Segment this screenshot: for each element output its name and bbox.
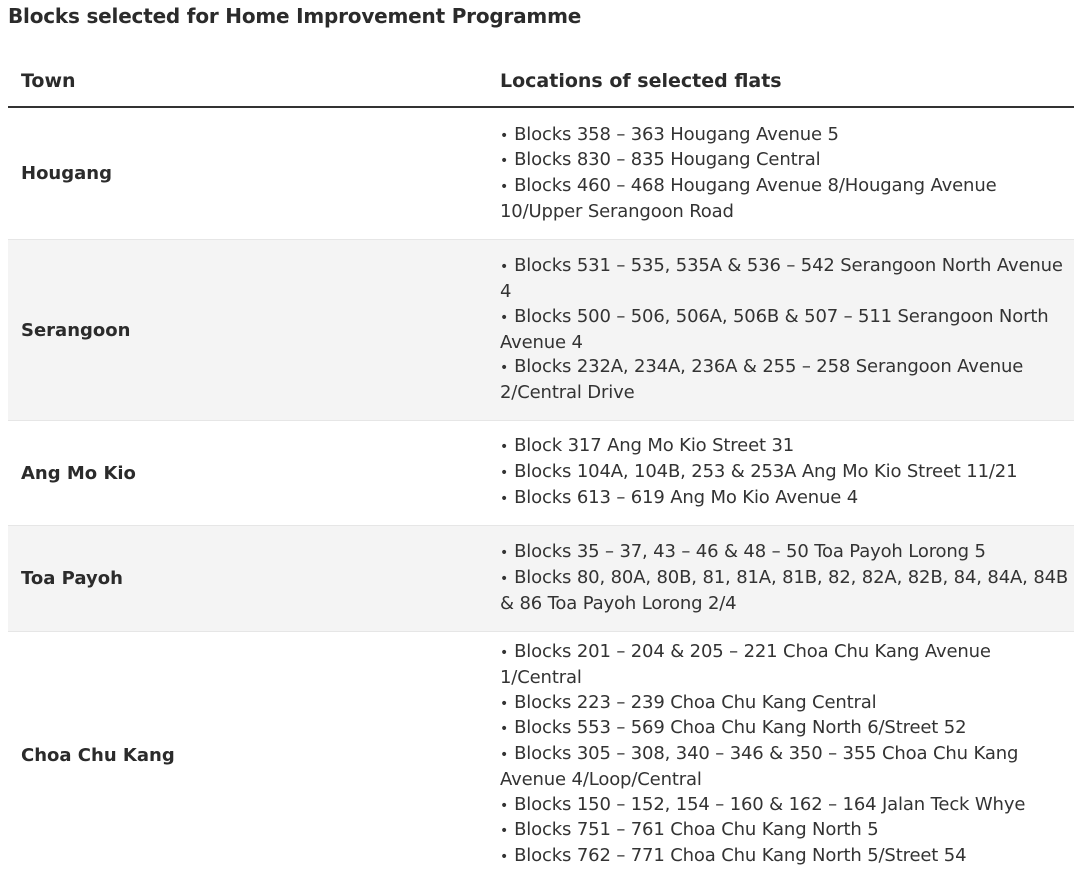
bullet-icon: •: [500, 695, 509, 712]
bullet-icon: •: [500, 360, 509, 377]
list-item: • Blocks 201 – 204 & 205 – 221 Choa Chu Kang Avenue 1/Central: [500, 641, 991, 689]
location-list: [500, 640, 1074, 869]
list-item: • Block 317 Ang Mo Kio Street 31: [500, 435, 795, 457]
list-item: • Blocks 358 – 363 Hougang Avenue 5: [500, 123, 839, 145]
bullet-icon: •: [500, 153, 509, 170]
page-title: Blocks selected for Home Improvement Programme: [8, 4, 582, 28]
bullet-icon: •: [500, 179, 509, 195]
bullet-icon: •: [500, 127, 509, 144]
bullet-icon: •: [500, 439, 509, 456]
list-item: • Blocks 35 – 37, 43 – 46 & 48 – 50 Toa Payoh Lorong 5: [500, 541, 986, 563]
locations-cell: [500, 123, 1074, 225]
town-cell: Hougang: [21, 163, 112, 184]
bullet-icon: •: [500, 823, 509, 840]
list-item: • Blocks 460 – 468 Hougang Avenue 8/Hougang Avenue 10/Upper Serangoon Road: [500, 175, 997, 222]
bullet-icon: •: [500, 645, 509, 662]
bullet-icon: •: [500, 721, 509, 738]
bullet-icon: •: [500, 797, 509, 814]
locations-cell: [500, 254, 1074, 405]
list-item: • Blocks 80, 80A, 80B, 81, 81A, 81B, 82, 82A, 82B, 84, 84A, 84B & 86 Toa Payoh Lorong 2/4: [500, 567, 1069, 614]
list-item: • Blocks 150 – 152, 154 – 160 & 162 – 164 Jalan Teck Whye: [500, 793, 1026, 815]
location-list: [500, 434, 1074, 511]
list-item: • Blocks 762 – 771 Choa Chu Kang North 5/Street 54: [500, 844, 967, 866]
town-cell: Toa Payoh: [21, 568, 123, 589]
list-item: • Blocks 223 – 239 Choa Chu Kang Central: [500, 691, 877, 713]
bullet-icon: •: [500, 747, 509, 764]
table-row: [8, 108, 1074, 240]
bullet-icon: •: [500, 848, 509, 865]
list-item: • Blocks 232A, 234A, 236A & 255 – 258 Serangoon Avenue 2/Central Drive: [500, 356, 1024, 403]
bullet-icon: •: [500, 490, 509, 507]
location-list: [500, 123, 1074, 225]
blocks-table: [8, 60, 1074, 878]
list-item: • Blocks 531 – 535, 535A & 536 – 542 Serangoon North Avenue 4: [500, 255, 1063, 303]
table-row: [8, 632, 1074, 878]
location-list: [500, 254, 1074, 405]
list-item: • Blocks 553 – 569 Choa Chu Kang North 6/Street 52: [500, 717, 967, 739]
list-item: • Blocks 104A, 104B, 253 & 253A Ang Mo Kio Street 11/21: [500, 461, 1018, 483]
list-item: • Blocks 500 – 506, 506A, 506B & 507 – 511 Serangoon North Avenue 4: [500, 305, 1049, 353]
locations-cell: [500, 640, 1074, 869]
town-cell: Ang Mo Kio: [21, 462, 136, 484]
list-item: • Blocks 751 – 761 Choa Chu Kang North 5: [500, 819, 879, 841]
location-list: [500, 540, 1074, 616]
list-item: • Blocks 830 – 835 Hougang Central: [500, 149, 821, 171]
table-row: [8, 240, 1074, 421]
town-cell: Choa Chu Kang: [21, 744, 175, 766]
table-row: [8, 526, 1074, 632]
bullet-icon: •: [500, 259, 509, 276]
table-row: [8, 421, 1074, 526]
bullet-icon: •: [500, 309, 509, 326]
locations-cell: [500, 540, 1074, 616]
locations-cell: [500, 434, 1074, 511]
bullet-icon: •: [500, 571, 509, 588]
table-header: [8, 60, 1074, 108]
list-item: • Blocks 613 – 619 Ang Mo Kio Avenue 4: [500, 486, 859, 508]
town-cell: Serangoon: [21, 319, 131, 341]
header-locations: Locations of selected flats: [500, 70, 782, 92]
list-item: • Blocks 305 – 308, 340 – 346 & 350 – 355 Choa Chu Kang Avenue 4/Loop/Central: [500, 743, 1019, 790]
header-town: Town: [21, 70, 76, 92]
bullet-icon: •: [500, 545, 509, 562]
bullet-icon: •: [500, 465, 509, 482]
